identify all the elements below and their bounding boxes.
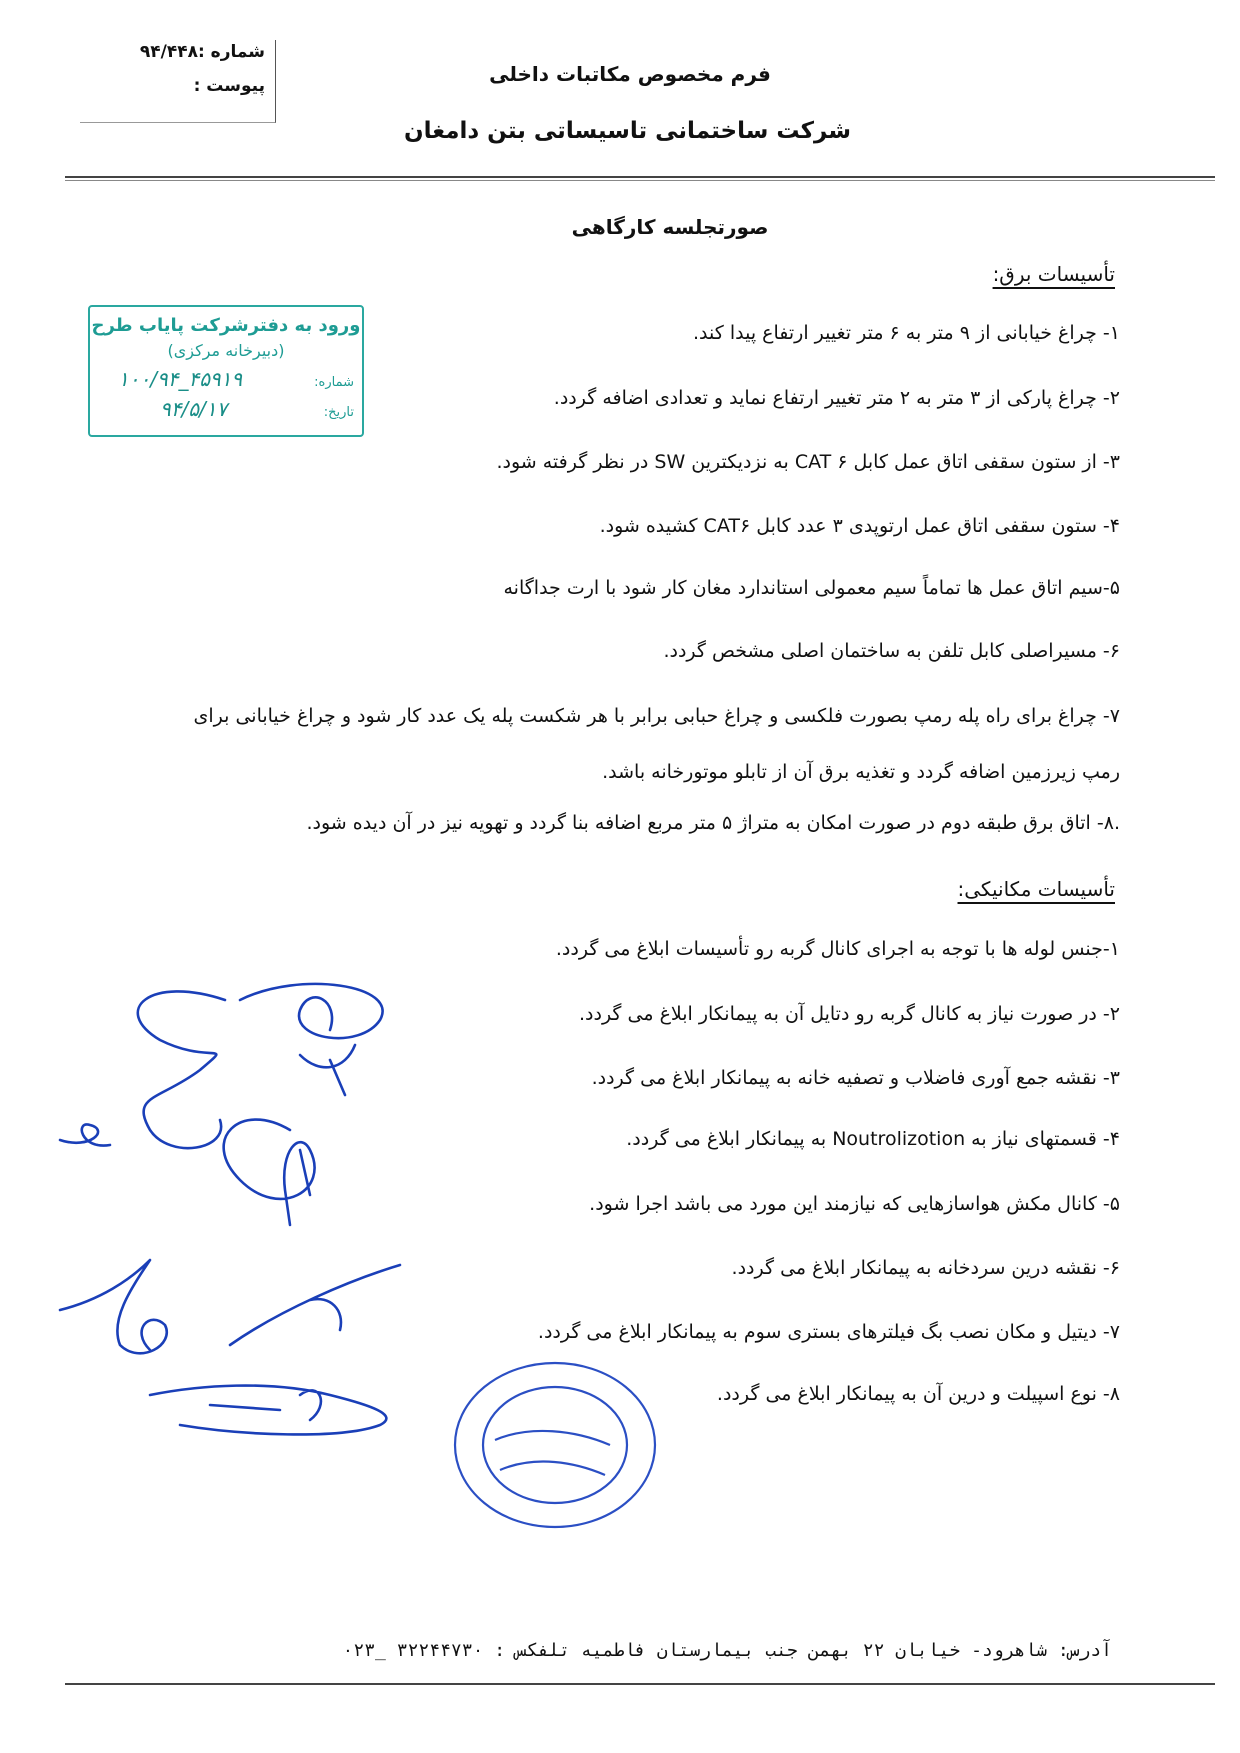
electrical-item-5: ۵-سیم اتاق عمل ها تماماً سیم معمولی استاندارد مغان کار شود با ارت جداگانه — [503, 577, 1120, 599]
mechanical-item-4: ۴- قسمتهای نیاز به Noutrolizotion به پیمانکار ابلاغ می گردد. — [626, 1128, 1120, 1150]
electrical-title: تأسیسات برق: — [992, 262, 1115, 286]
mechanical-item-1: ۱-جنس لوله ها با توجه به اجرای کانال گربه رو تأسیسات ابلاغ می گردد. — [555, 938, 1120, 960]
mechanical-item-6: ۶- نقشه درین سردخانه به پیمانکار ابلاغ می گردد. — [731, 1257, 1120, 1279]
stamp-line1: ورود به دفترشرکت پایاب طرح — [91, 315, 361, 336]
form-title: فرم مخصوص مکاتبات داخلی — [489, 62, 771, 86]
footer-address: آدرس: شاهرود- خیابان ۲۲ بهمن جنب بیمارستان فاطمیه تلفکس : ۳۲۲۴۴۷۳۰ _۰۲۳ — [342, 1640, 1112, 1661]
signature-7 — [150, 1386, 386, 1435]
signature-5 — [60, 1260, 167, 1353]
signature-1 — [138, 991, 225, 1148]
mechanical-item-3: ۳- نقشه جمع آوری فاضلاب و تصفیه خانه به پیمانکار ابلاغ می گردد. — [591, 1067, 1120, 1089]
signature-4 — [224, 1120, 315, 1225]
document-subject: صورتجلسه کارگاهی — [571, 215, 769, 239]
electrical-item-6: ۶- مسیراصلی کابل تلفن به ساختمان اصلی مشخص گردد. — [663, 640, 1120, 662]
electrical-item-4: ۴- ستون سقفی اتاق عمل ارتوپدی ۳ عدد کابل CAT۶ کشیده شود. — [599, 515, 1120, 537]
mechanical-item-8: ۸- نوع اسپیلت و درین آن به پیمانکار ابلاغ می گردد. — [716, 1383, 1120, 1405]
electrical-item-2: ۲- چراغ پارکی از ۳ متر به ۲ متر تغییر ارتفاع نماید و تعدادی اضافه گردد. — [553, 387, 1120, 409]
footer-divider — [65, 1683, 1215, 1685]
electrical-item-8: .۸- اتاق برق طبقه دوم در صورت امکان به متراژ ۵ متر مربع اضافه بنا گردد و تهویه نیز در آن دیده شود. — [306, 812, 1120, 834]
stamp-number-value: ۱۰۰/۹۴_۴۵۹۱۹ — [118, 367, 243, 391]
stamp-date-value: ۹۴/۵/۱۷ — [160, 397, 228, 421]
stamp-date-label: تاریخ: — [323, 405, 354, 420]
company-seal — [455, 1363, 655, 1527]
electrical-item-1: ۱- چراغ خیابانی از ۹ متر به ۶ متر تغییر ارتفاع پیدا کند. — [693, 322, 1120, 344]
signature-2 — [300, 1045, 355, 1095]
letter-number: شماره :۹۴/۴۴۸ — [139, 42, 265, 62]
mechanical-title: تأسیسات مکانیکی: — [957, 877, 1115, 901]
stamp-number-label: شماره: — [314, 375, 354, 390]
mechanical-item-5: ۵- کانال مکش هواسازهایی که نیازمند این مورد می باشد اجرا شود. — [589, 1193, 1120, 1215]
attachment-label: پیوست : — [193, 76, 265, 96]
electrical-item-7: ۷- چراغ برای راه پله رمپ بصورت فلکسی و چراغ حبابی برابر با هر شکست پله یک عدد کار شود و چراغ خیابانی برای رمپ زیرزمین اضافه گردد و تغذیه برق آن از تابلو موتورخانه باشد. — [193, 705, 1120, 783]
signature-3 — [60, 1124, 110, 1145]
signature-6 — [230, 1265, 400, 1345]
stamp-line2: (دبیرخانه مرکزی) — [167, 341, 285, 360]
signature-1b — [240, 984, 383, 1038]
electrical-item-3: ۳- از ستون سقفی اتاق عمل کابل CAT ۶ به نزدیکترین SW در نظر گرفته شود. — [496, 451, 1120, 473]
company-name: شرکت ساختمانی تاسیساتی بتن دامغان — [404, 118, 851, 144]
mechanical-item-2: ۲- در صورت نیاز به کانال گربه رو دتایل آن به پیمانکار ابلاغ می گردد. — [578, 1003, 1120, 1025]
mechanical-item-7: ۷- دیتیل و مکان نصب بگ فیلترهای بستری سوم به پیمانکار ابلاغ می گردد. — [537, 1321, 1120, 1343]
